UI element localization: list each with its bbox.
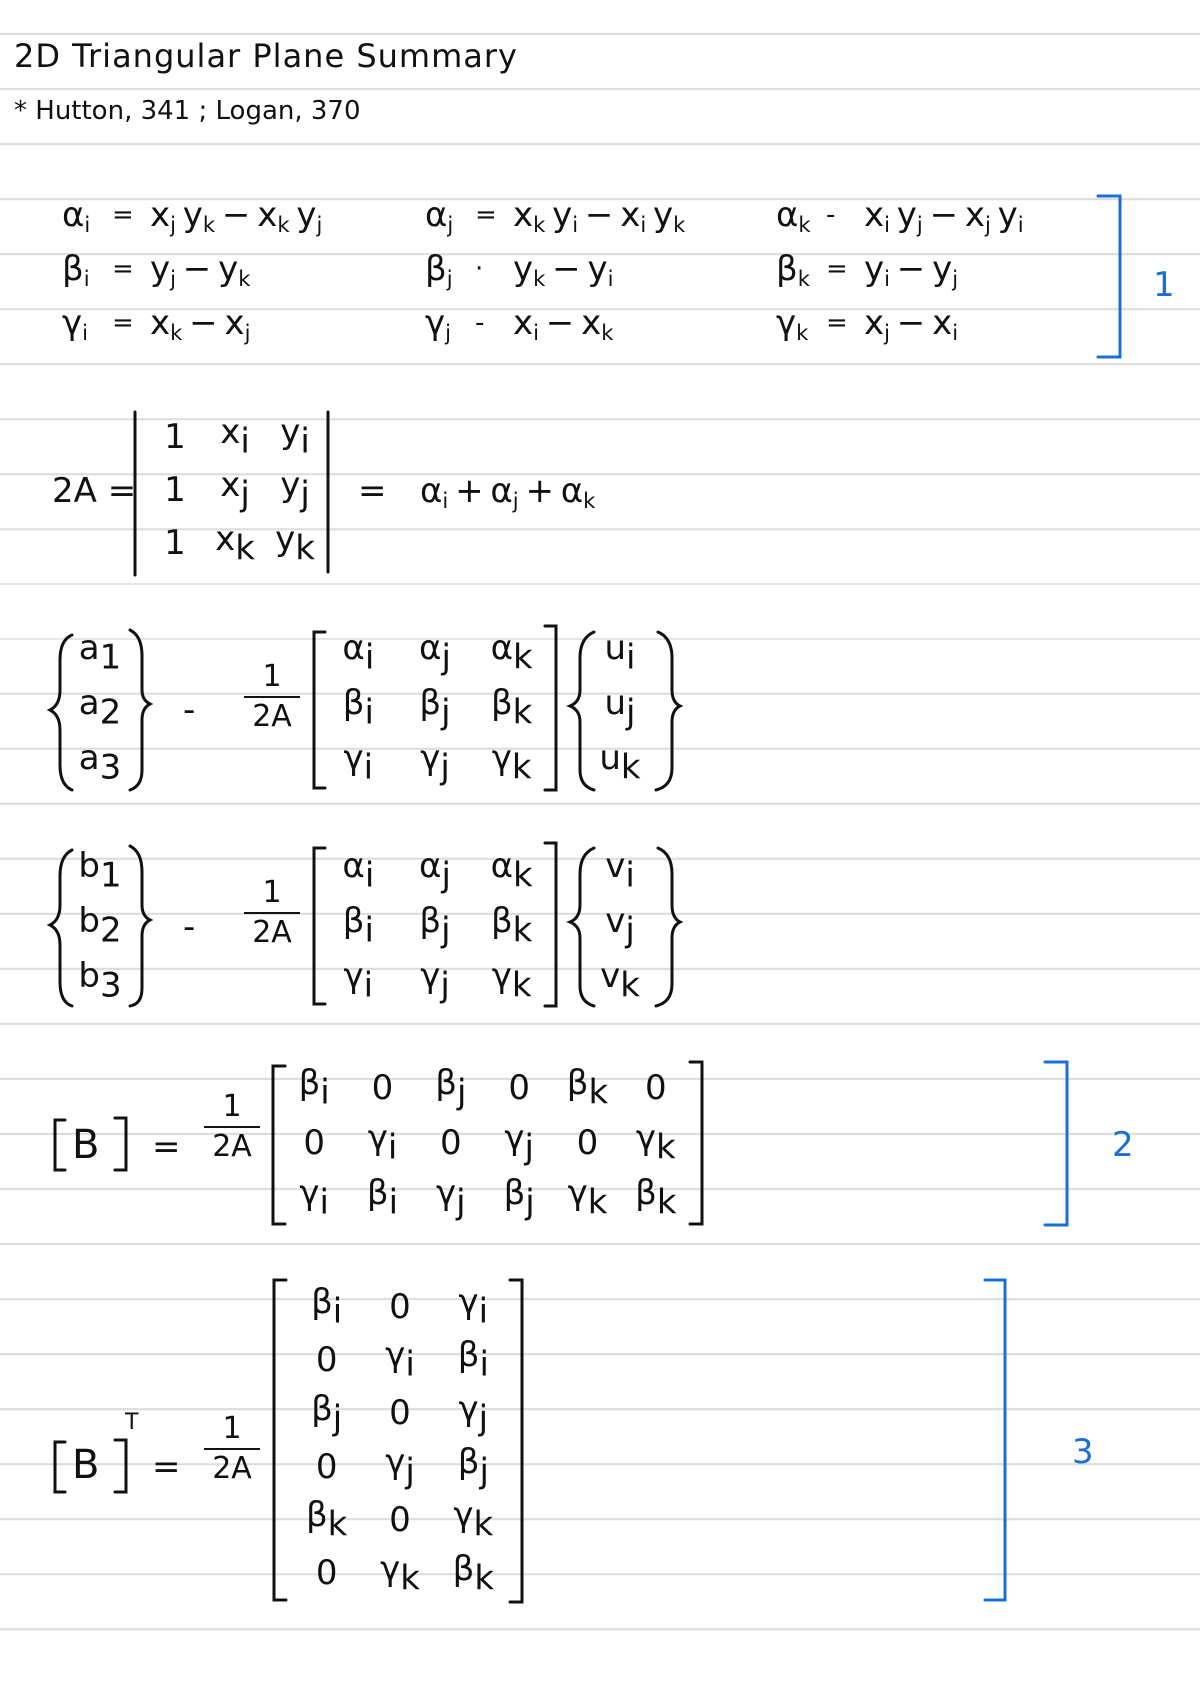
brace-right — [656, 632, 680, 790]
matrix-cell: γk — [491, 955, 532, 1006]
def-lhs: $\gamma_i$ — [62, 303, 88, 345]
vector-entry: vi — [605, 845, 635, 896]
fraction-denominator: 2A — [252, 699, 292, 734]
a-equals: - — [183, 690, 196, 730]
vector-entry: vk — [600, 955, 640, 1006]
matrix-cell: 0 — [315, 1553, 338, 1594]
matrix-cell: 0 — [315, 1339, 338, 1380]
bracket-left — [273, 1066, 285, 1224]
matrix-cell: γj — [436, 1172, 466, 1223]
matrix-cell: γj — [385, 1441, 415, 1492]
matrix-cell: 0 — [576, 1122, 599, 1163]
area-lhs: 2A = — [52, 471, 137, 511]
brace-left — [50, 635, 72, 790]
bracket-right — [690, 1062, 702, 1224]
matrix-cell: 0 — [508, 1067, 530, 1108]
brace-right — [130, 846, 150, 1006]
matrix-cell: γj — [420, 737, 450, 788]
def-equals: = — [826, 254, 848, 284]
section-marker-3: 3 — [1072, 1432, 1094, 1472]
bracket-left — [274, 1280, 286, 1600]
area-equals: = — [358, 471, 387, 511]
def-rhs: $y_i - y_j$ — [864, 249, 959, 291]
matrix-cell: 0 — [440, 1122, 462, 1163]
matrix-cell: αi — [342, 627, 375, 678]
def-lhs: $\beta_i$ — [62, 249, 90, 291]
determinant-cell: xk — [215, 518, 255, 569]
bracket-left — [55, 1120, 65, 1170]
def-equals: = — [826, 308, 848, 338]
determinant-cell: xi — [220, 411, 250, 462]
references-line: * Hutton, 341 ; Logan, 370 — [14, 96, 361, 126]
matrix-cell: 0 — [645, 1067, 667, 1108]
matrix-cell: αi — [342, 845, 375, 896]
brace-left — [570, 848, 594, 1006]
matrix-cell: βj — [419, 682, 451, 733]
vector-entry: b1 — [78, 845, 122, 896]
def-rhs: $y_k - y_i$ — [513, 249, 614, 291]
blue-bracket-3 — [985, 1280, 1005, 1600]
bracket-right — [115, 1118, 126, 1170]
matrix-cell: βi — [342, 682, 374, 733]
def-rhs: $x_j$ $y_k - x_k$ $y_j$ — [150, 195, 323, 237]
def-equals: = — [475, 200, 497, 230]
brace-left — [50, 850, 72, 1006]
fraction-numerator: 1 — [262, 875, 282, 910]
brace-right — [130, 630, 150, 790]
matrix-cell: γj — [420, 955, 450, 1006]
vector-entry: vj — [605, 900, 635, 951]
def-lhs: $\alpha_j$ — [425, 195, 454, 237]
def-rhs: $x_k$ $y_i - x_i$ $y_k$ — [513, 195, 686, 237]
BT-equals: = — [152, 1447, 181, 1487]
matrix-cell: 0 — [389, 1286, 411, 1327]
determinant-cell: 1 — [164, 416, 186, 457]
def-lhs: $\gamma_k$ — [776, 303, 809, 345]
fraction-denominator: 2A — [212, 1451, 252, 1486]
bracket-left — [314, 632, 325, 788]
fraction-numerator: 1 — [222, 1089, 242, 1124]
matrix-cell: γi — [343, 737, 374, 788]
def-lhs: $\gamma_j$ — [425, 303, 451, 345]
matrix-cell: 0 — [303, 1122, 325, 1163]
vector-entry: b3 — [78, 955, 122, 1006]
page-title: 2D Triangular Plane Summary — [14, 37, 518, 75]
matrix-cell: 0 — [371, 1067, 394, 1108]
matrix-cell: αk — [490, 845, 533, 896]
def-lhs: $\beta_j$ — [425, 249, 453, 291]
matrix-cell: γj — [504, 1117, 534, 1168]
bracket-right — [545, 843, 556, 1006]
matrix-cell: 0 — [389, 1393, 411, 1434]
def-lhs: $\beta_k$ — [776, 249, 810, 291]
vector-entry: a2 — [78, 682, 122, 733]
def-rhs: $x_i - x_k$ — [513, 303, 614, 345]
matrix-cell: γi — [299, 1172, 329, 1223]
def-rhs: $x_k - x_j$ — [150, 303, 251, 345]
def-rhs: $x_j - x_i$ — [864, 303, 959, 345]
matrix-cell: βj — [435, 1062, 467, 1113]
matrix-cell: αj — [419, 845, 451, 896]
matrix-cell: βk — [305, 1495, 348, 1545]
fraction-denominator: 2A — [212, 1129, 252, 1164]
bracket-right — [545, 626, 556, 790]
def-rhs: $x_i$ $y_j - x_j$ $y_i$ — [864, 195, 1024, 237]
def-equals: - — [475, 308, 485, 338]
matrix-cell: βk — [635, 1172, 677, 1223]
matrix-cell: γi — [385, 1335, 415, 1385]
matrix-cell: βk — [452, 1548, 495, 1599]
matrix-cell: γk — [491, 737, 532, 788]
brace-right — [656, 848, 680, 1006]
bracket-left — [314, 848, 325, 1004]
matrix-cell: αj — [419, 627, 451, 678]
vector-entry: ui — [604, 627, 636, 678]
section-marker-2: 2 — [1112, 1125, 1134, 1165]
determinant-cell: yi — [280, 411, 310, 462]
matrix-cell: γi — [458, 1281, 489, 1332]
matrix-cell: βk — [566, 1062, 609, 1113]
vector-entry: a1 — [78, 627, 122, 678]
blue-bracket-1 — [1098, 196, 1120, 357]
def-equals: = — [112, 254, 134, 284]
bracket-right — [510, 1280, 522, 1602]
matrix-cell: γi — [367, 1117, 398, 1168]
matrix-cell: βi — [311, 1281, 343, 1332]
def-rhs: $y_j - y_k$ — [150, 249, 251, 291]
matrix-cell: βk — [490, 900, 533, 951]
matrix-cell: γk — [635, 1117, 676, 1168]
matrix-cell: γi — [343, 955, 374, 1006]
matrix-cell: βj — [457, 1441, 489, 1492]
def-equals: · — [475, 254, 484, 284]
matrix-cell: γk — [380, 1548, 420, 1599]
section-marker-1: 1 — [1153, 265, 1175, 305]
matrix-cell: γk — [567, 1172, 608, 1223]
def-equals: = — [112, 200, 134, 230]
BT-matrix-label: B — [72, 1442, 100, 1488]
matrix-cell: βi — [457, 1335, 489, 1385]
fraction-numerator: 1 — [262, 659, 282, 694]
matrix-cell: 0 — [315, 1446, 338, 1487]
matrix-cell: βi — [366, 1172, 399, 1223]
matrix-cell: βj — [419, 900, 451, 951]
matrix-cell: αk — [490, 627, 533, 678]
b-equals: - — [183, 907, 196, 947]
matrix-cell: βk — [490, 682, 533, 733]
fraction-denominator: 2A — [252, 915, 292, 950]
vector-entry: uj — [604, 682, 636, 733]
matrix-cell: γk — [453, 1495, 494, 1545]
determinant-cell: 1 — [164, 469, 186, 510]
matrix-cell: βi — [298, 1062, 330, 1113]
blue-bracket-2 — [1045, 1062, 1067, 1225]
determinant-cell: 1 — [164, 523, 186, 564]
determinant-cell: yk — [275, 518, 315, 569]
vector-entry: b2 — [78, 900, 122, 951]
transpose-superscript: T — [125, 1410, 139, 1435]
determinant-cell: yj — [280, 465, 310, 515]
bracket-left — [55, 1442, 65, 1492]
def-equals: = — [112, 308, 134, 338]
def-equals: - — [826, 200, 836, 230]
matrix-cell: βj — [503, 1172, 535, 1223]
matrix-cell: 0 — [389, 1499, 411, 1540]
area-rhs: $\alpha_i + \alpha_j + \alpha_k$ — [420, 471, 596, 513]
def-lhs: $\alpha_k$ — [776, 195, 811, 237]
matrix-cell: βj — [311, 1388, 343, 1439]
vector-entry: a3 — [78, 737, 122, 788]
bracket-right — [115, 1440, 126, 1492]
def-lhs: $\alpha_i$ — [62, 195, 91, 237]
matrix-cell: βi — [342, 900, 374, 951]
brace-left — [570, 632, 594, 790]
fraction-numerator: 1 — [222, 1411, 242, 1446]
determinant-cell: xj — [220, 465, 250, 515]
B-matrix-label: B — [72, 1122, 100, 1168]
B-equals: = — [152, 1127, 181, 1167]
vector-entry: uk — [599, 737, 641, 788]
matrix-cell: γj — [458, 1388, 489, 1439]
